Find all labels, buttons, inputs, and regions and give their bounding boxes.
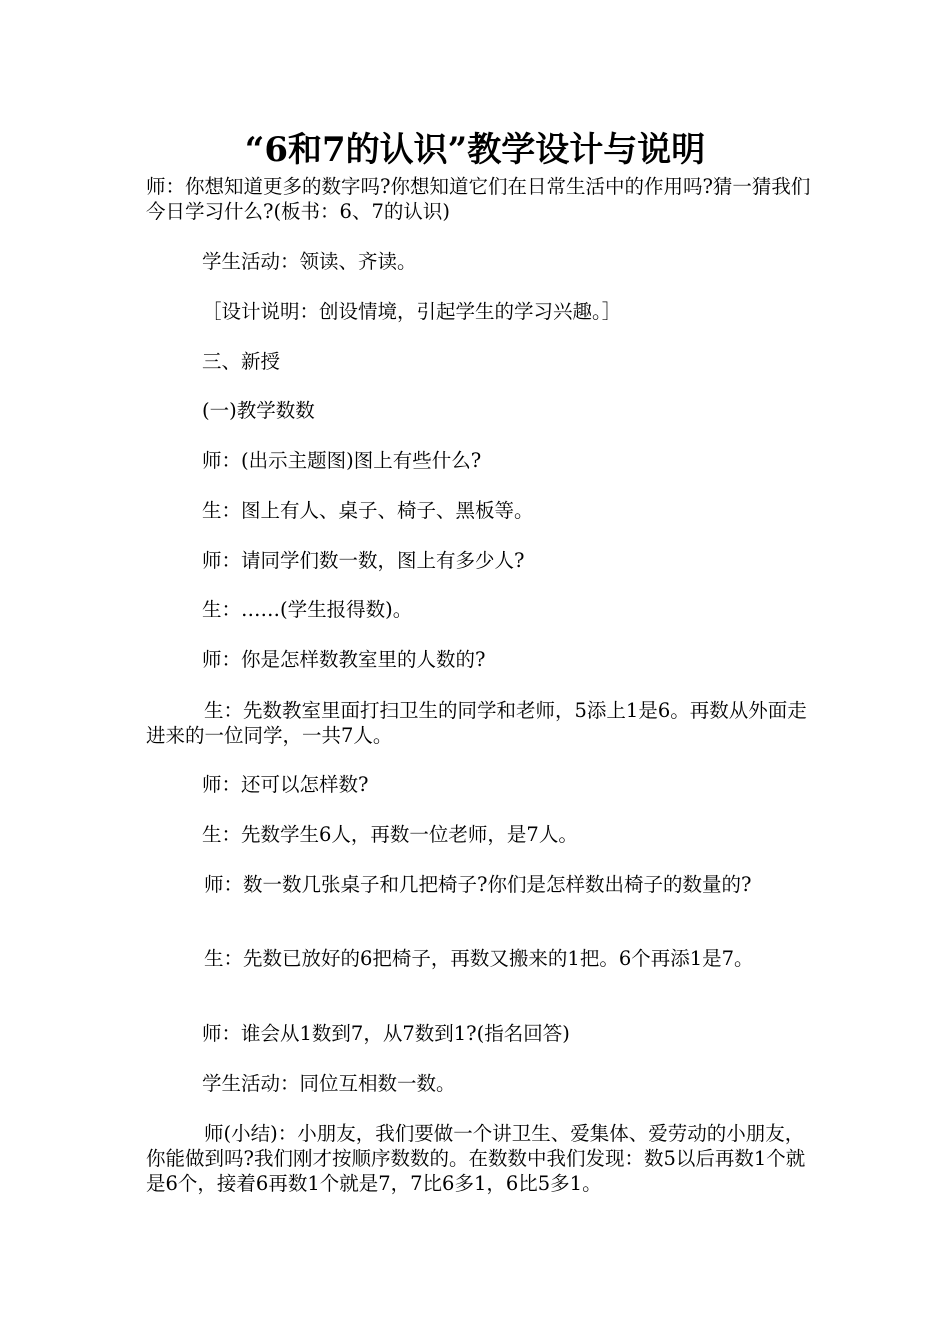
paragraph-student-activity-pair-count: 学生活动：同位互相数一数。	[202, 1072, 456, 1095]
paragraph-teacher-summary: 师(小结)：小朋友，我们要做一个讲卫生、爱集体、爱劳动的小朋友，你能做到吗?我们刚才按顺序数数的。在数数中我们发现：数5以后再数1个就是6个，接着6再数1个就是7，7比6多1，6比5多1。	[146, 1122, 806, 1195]
paragraph-student-activity-reading: 学生活动：领读、齐读。	[202, 250, 417, 273]
paragraph-teacher-how-count: 师：你是怎样数教室里的人数的?	[202, 648, 486, 671]
paragraph-student-other-way: 生：先数学生6人，再数一位老师，是7人。	[202, 823, 578, 846]
paragraph-teacher-show-picture: 师：(出示主题图)图上有些什么?	[202, 449, 482, 472]
paragraph-teacher-desks-chairs: 师：数一数几张桌子和几把椅子?你们是怎样数出椅子的数量的?	[204, 873, 752, 896]
paragraph-student-picture-answer: 生：图上有人、桌子、椅子、黑板等。	[202, 499, 534, 522]
paragraph-student-report: 生：……(学生报得数)。	[202, 598, 413, 621]
subsection-heading-counting: (一)教学数数	[202, 399, 315, 422]
paragraph-design-note: ［设计说明：创设情境，引起学生的学习兴趣。］	[202, 300, 622, 323]
paragraph-intro-question: 师：你想知道更多的数字吗?你想知道它们在日常生活中的作用吗?猜一猜我们今日学习什么?(板书：6、7的认识)	[146, 175, 811, 223]
paragraph-student-chairs-answer: 生：先数已放好的6把椅子，再数又搬来的1把。6个再添1是7。	[204, 947, 754, 970]
paragraph-student-count-method: 生：先数教室里面打扫卫生的同学和老师，5添上1是6。再数从外面走进来的一位同学，一共7人。	[146, 699, 807, 747]
paragraph-teacher-count-1-to-7: 师：谁会从1数到7，从7数到1?(指名回答)	[202, 1022, 570, 1045]
section-heading-new-lesson: 三、新授	[202, 350, 281, 373]
paragraph-teacher-other-way: 师：还可以怎样数?	[202, 773, 369, 796]
paragraph-teacher-count-people: 师：请同学们数一数，图上有多少人?	[202, 549, 525, 572]
document-title: “6和7的认识”教学设计与说明	[244, 130, 706, 170]
